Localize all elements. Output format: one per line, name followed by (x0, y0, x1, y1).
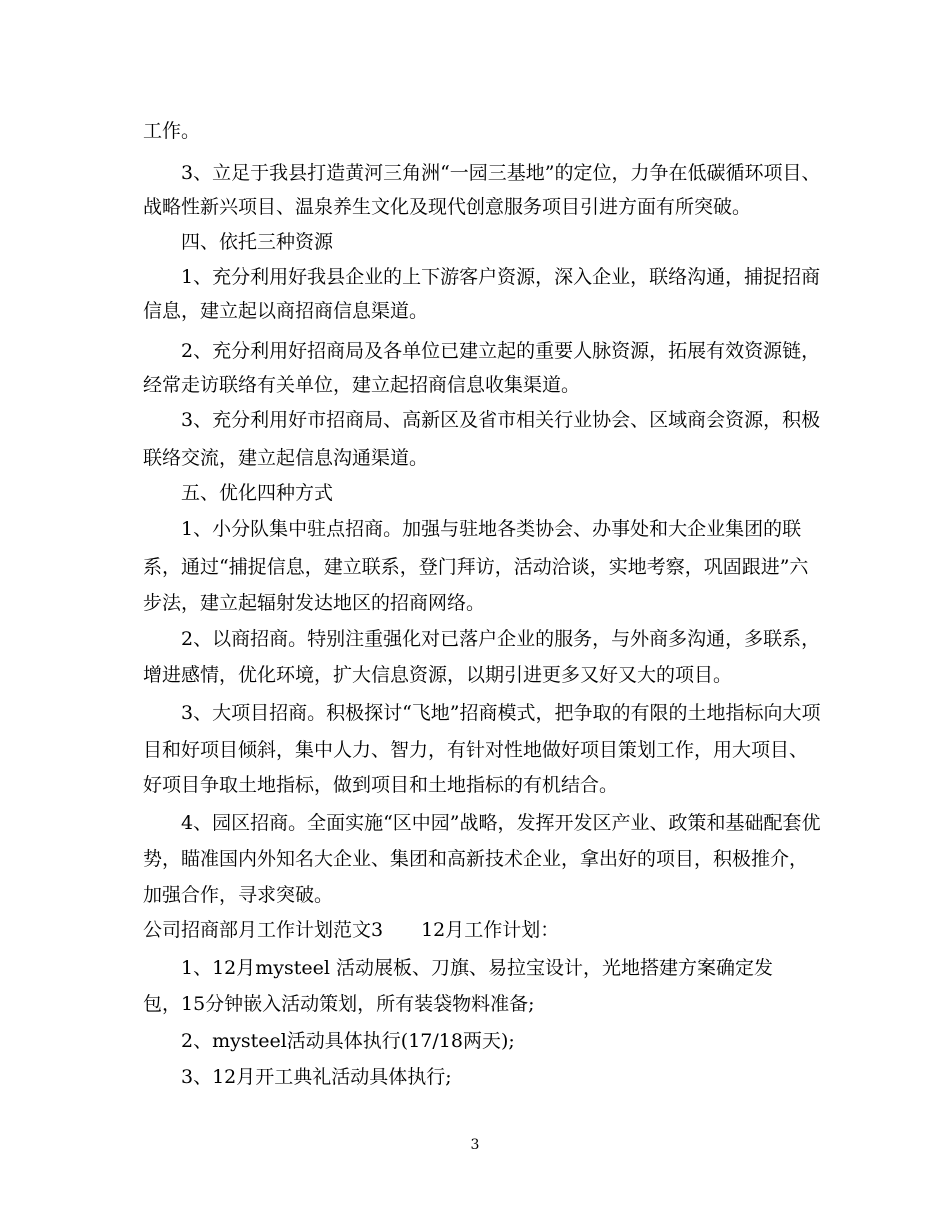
text-line: 信息，建立起以商招商信息渠道。 (143, 300, 429, 322)
text-line: 目和好项目倾斜，集中人力、智力，有针对性地做好项目策划工作，用大项目、 (143, 739, 809, 761)
text-line: 3、12月开工典礼活动具体执行; (181, 1066, 452, 1088)
text-line: 2、mysteel活动具体执行(17/18两天); (181, 1030, 515, 1052)
text-line: 1、充分利用好我县企业的上下游客户资源，深入企业，联络沟通，捕捉招商 (181, 266, 821, 288)
section-heading: 四、依托三种资源 (181, 231, 334, 253)
text-line: 势，瞄准国内外知名大企业、集团和高新技术企业，拿出好的项目，积极推介， (143, 848, 809, 870)
text-line: 经常走访联络有关单位，建立起招商信息收集渠道。 (143, 374, 581, 396)
text-line: 3、充分利用好市招商局、高新区及省市相关行业协会、区域商会资源，积极 (181, 409, 821, 431)
text-line: 工作。 (143, 120, 201, 142)
section-title: 公司招商部月工作计划范文3 12月工作计划： (143, 919, 560, 941)
text-line: 4、园区招商。全面实施“区中园”战略，发挥开发区产业、政策和基础配套优 (181, 812, 821, 834)
text-line: 包，15分钟嵌入活动策划，所有装袋物料准备; (143, 993, 535, 1015)
text-line: 1、小分队集中驻点招商。加强与驻地各类协会、办事处和大企业集团的联 (181, 518, 802, 540)
text-line: 战略性新兴项目、温泉养生文化及现代创意服务项目引进方面有所突破。 (143, 196, 752, 218)
text-line: 联络交流，建立起信息沟通渠道。 (143, 447, 429, 469)
text-line: 系，通过“捕捉信息，建立联系，登门拜访，活动洽谈，实地考察，巩固跟进”六 (143, 556, 809, 578)
text-line: 2、以商招商。特别注重强化对已落户企业的服务，与外商多沟通，多联系， (181, 628, 821, 650)
text-line: 1、12月mysteel 活动展板、刀旗、易拉宝设计，光地搭建方案确定发 (181, 957, 774, 979)
text-line: 步法，建立起辐射发达地区的招商网络。 (143, 592, 486, 614)
text-line: 增进感情，优化环境，扩大信息资源，以期引进更多又好又大的项目。 (143, 664, 733, 686)
page-number: 3 (470, 1137, 480, 1153)
text-line: 3、立足于我县打造黄河三角洲“一园三基地”的定位，力争在低碳循环项目、 (181, 162, 821, 184)
text-line: 好项目争取土地指标，做到项目和土地指标的有机结合。 (143, 774, 619, 796)
text-line: 2、充分利用好招商局及各单位已建立起的重要人脉资源，拓展有效资源链， (181, 340, 821, 362)
section-heading: 五、优化四种方式 (181, 482, 334, 504)
text-line: 3、大项目招商。积极探讨“飞地”招商模式，把争取的有限的土地指标向大项 (181, 702, 821, 724)
text-line: 加强合作，寻求突破。 (143, 884, 334, 906)
